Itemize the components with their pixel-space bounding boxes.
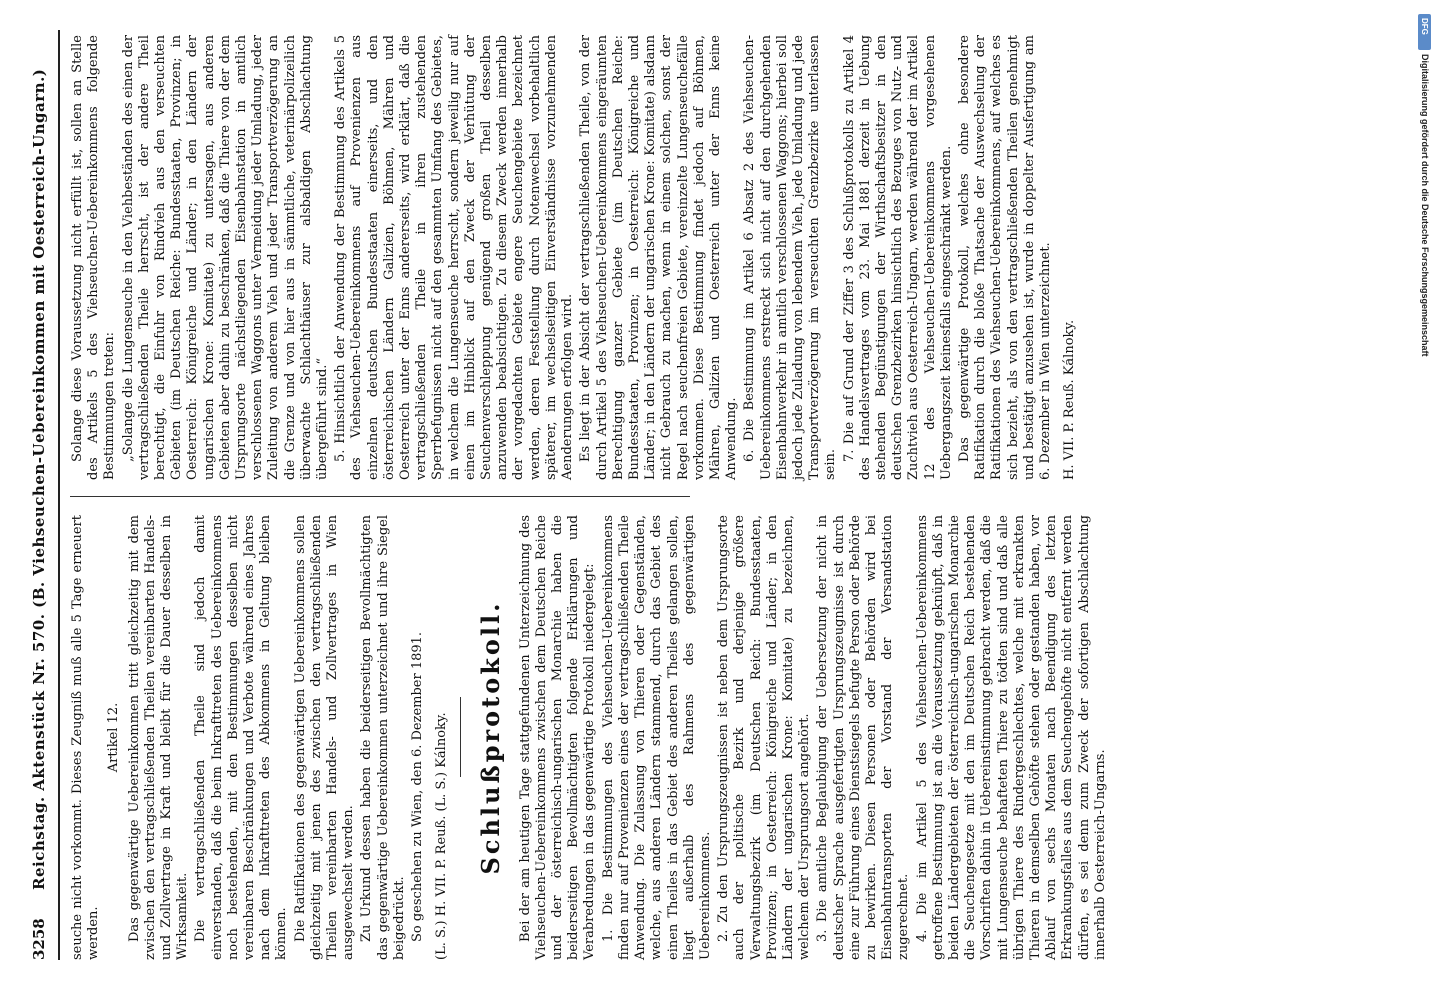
digitization-credit [1418,10,1432,990]
dfg-badge-text: DFG [1420,18,1429,35]
right-column [70,35,1086,480]
paragraph: Bei der am heutigen Tage stattgefundenen Unterzeichnung des Viehseuchen-Uebereinkommens zwischen dem Deutschen Reiche und der österreichisch-ungarischen Monarchie haben die beiderseitigen Bevollmächtigten folgende Erklärungen und Verabredungen in das gegenwärtige Protokoll niedergelegt: [517,515,598,960]
paragraph: Zu Urkund dessen haben die beiderseitigen Bevollmächtigten das gegenwärtige Uebereinkommen unterzeichnet und ihre Siegel beigedrückt. [359,515,407,960]
left-column [70,515,1111,960]
paragraph: 7. Die auf Grund der Ziffer 3 des Schlußprotokolls zu Artikel 4 des Handelsvertrages vom 23. Mai 1881 derzeit in Uebung stehenden Begünstigungen der Wirthschaftsbesitzer in den deutschen Grenzbezirken hinsichtlich des Bezuges von Nutz- und Zuchtvieh aus Oesterreich-Ungarn, werden während der im Artikel 12 des Viehseuchen-Uebereinkommens vorgesehenen Uebergangszeit keinesfalls eingeschränkt werden. [841,35,954,480]
running-title: Reichstag. Aktenstück Nr. 570. (B. Viehseuchen-Uebereinkommen mit Oesterreich-Ungarn.) [30,68,48,890]
paragraph: 5. Hinsichtlich der Anwendung der Bestimmung des Artikels 5 des Viehseuchen-Uebereinkommens auf Provenienzen aus einzelnen deutschen Bundesstaaten einerseits, und den österreichischen Ländern Galizien, Böhmen, Mähren und Oesterreich unter der Enns andererseits, wird erklärt, daß die vertragschließenden Theile in ihren zustehenden Sperrbefugnissen nicht auf den gesammten Umfang des Gebietes, in welchem die Lungenseuche herrscht, sondern jeweilig nur auf einen im Hinblick auf den Zweck der Verhütung der Seuchenverschleppung genügend großen Theil desselben anzuwenden beabsichtigen. Zu diesem Zweck werden innerhalb der vorgedachten Gebiete engere Seuchengebiete bezeichnet werden, deren Feststellung durch Notenwechsel vorbehaltlich späterer, im wechselseitigen Einverständnisse vorzunehmenden Aenderungen erfolgen wird. [333,35,576,480]
credit-text: Digitalisierung gefördert durch die Deutsche Forschungsgemeinschaft [1420,54,1430,357]
paragraph: Es liegt in der Absicht der vertragschließenden Theile, von der durch Artikel 5 des Viehseuchen-Uebereinkommens eingeräumten Berechtigung ganzer Gebiete (im Deutschen Reiche: Bundesstaaten, Provinzen; in Oesterreich: Königreiche und Länder; in den Ländern der ungarischen Krone: Komitate) alsdann nicht Gebrauch zu machen, wenn in einem solchen, sonst der Regel nach seuchenfreien Gebiete, vereinzelte Lungenseuchefälle vorkommen. Diese Bestimmung findet jedoch auf Böhmen, Mähren, Galizien und Oesterreich unter der Enns keine Anwendung. [578,35,740,480]
section-title: Schlußprotokoll. [476,600,506,875]
paragraph: Solange diese Voraussetzung nicht erfüllt ist, sollen an Stelle des Artikels 5 des Viehseuchen-Uebereinkommens folgende Bestimmungen treten: [70,35,118,480]
signature-line: H. VII. P. Reuß. Kálnoky. [1062,319,1078,480]
signature-line: (L. S.) H. VII. P. Reuß. (L. S.) Kálnoky. [434,712,450,960]
paragraph: 4. Die im Artikel 5 des Viehseuchen-Uebereinkommens getroffene Bestimmung ist an die Voraussetzung geknüpft, daß in beiden Ländergebieten der österreichisch-ungarischen Monarchie die Seuchengesetze mit den im Deutschen Reich bestehenden Vorschriften dahin in Uebereinstimmung gebracht werden, daß die mit Lungenseuche behafteten Thiere zu tödten sind und daß alle übrigen Thiere des Rindergeschlechtes, welche mit erkrankten Thieren in demselben Gehöfte stehen oder gestanden haben, vor Ablauf von sechs Monaten nach Beendigung des letzten Erkrankungsfalles aus dem Seuchengehöfte nicht entfernt werden dürfen, es sei denn zum Zweck der sofortigen Abschlachtung innerhalb Oesterreich-Ungarns. [914,515,1108,960]
paragraph: seuche nicht vorkommt. Dieses Zeugniß muß alle 5 Tage erneuert werden. [70,515,102,960]
article-heading: Artikel 12. [106,702,122,773]
paragraph: So geschehen zu Wien, den 6. Dezember 1891. [410,631,426,942]
paragraph: 3. Die amtliche Beglaubigung der Uebersetzung der nicht in deutscher Sprache ausgefertigten Ursprungszeugnisse ist durch eine zur Führung eines Dienstsiegels befugte Person oder Behörde zu bewirken. Diesen Personen oder Behörden wird bei Eisenbahntransporten der Vorstand der Versandstation zugerechnet. [815,515,912,960]
column-divider [70,496,690,497]
paragraph: Das gegenwärtige Protokoll, welches ohne besondere Ratifikation durch die bloße Thatsache der Auswechselung der Ratifikationen des Viehseuchen-Uebereinkommens, auf welches es sich bezieht, als von den vertragschließenden Theilen genehmigt und bestätigt anzusehen ist, wurde in doppelter Ausfertigung am 6. Dezember in Wien unterzeichnet. [956,35,1053,480]
quoted-paragraph: „Solange die Lungenseuche in den Viehbeständen des einen der vertragschließenden Theile herrscht, ist der andere Theil berechtigt, die Einfuhr von Rindvieh aus den verseuchten Gebieten (im Deutschen Reiche: Bundesstaaten, Provinzen; in Oesterreich: Königreiche und Länder; in den Ländern der ungarischen Krone: Komitate) zu untersagen, aus anderen Gebieten aber dahin zu beschränken, daß die Thiere von der dem Ursprungsorte nächstliegenden Eisenbahnstation in amtlich verschlossenen Waggons unter Vermeidung jeder Umladung, jeder Zuleitung von anderem Vieh und jeder Transportverzögerung an die Grenze und von hier aus in sämmtliche, veterinärpolizeilich überwachte Schlachthäuser zur alsbaldigen Abschlachtung übergeführt sind.“ [120,35,331,480]
paragraph: Das gegenwärtige Uebereinkommen tritt gleichzeitig mit dem zwischen den vertragschließenden Theilen vereinbarten Handels- und Zollvertrage in Kraft und bleibt für die Dauer desselben in Wirksamkeit. [126,515,191,960]
paragraph: 1. Die Bestimmungen des Viehseuchen-Uebereinkommens finden nur auf Provenienzen eines der vertragschließenden Theile Anwendung. Die Zulassung von Thieren oder Gegenständen, welche, aus anderen Ländern stammend, durch das Gebiet des einen Theiles in das Gebiet des anderen Theiles gelangen sollen, liegt außerhalb des Rahmens des gegenwärtigen Uebereinkommens. [600,515,713,960]
paragraph: Die vertragschließenden Theile sind jedoch damit einverstanden, daß die beim Inkrafttreten des Uebereinkommens noch bestehenden, mit den Bestimmungen desselben nicht vereinbaren Beschränkungen und Verbote während eines Jahres nach dem Inkrafttreten des Abkommens in Geltung bleiben können. [193,515,290,960]
page-number: 3258 [30,918,48,960]
header-rule [58,30,60,960]
paragraph: Die Ratifikationen des gegenwärtigen Uebereinkommens sollen gleichzeitig mit jenen des zwischen den vertragschließenden Theilen vereinbarten Handels- und Zollvertrages in Wien ausgewechselt werden. [292,515,357,960]
section-rule [460,698,461,778]
page-header [30,30,56,960]
paragraph: 6. Die Bestimmung im Artikel 6 Absatz 2 des Viehseuchen-Uebereinkommens erstreckt sich nicht auf den durchgehenden Eisenbahnverkehr in amtlich verschlossenen Waggons; hierbei soll jedoch jede Zuladung von lebendem Vieh, jede Umladung und jede Transportverzögerung im verseuchten Grenzbezirke unterlassen sein. [742,35,839,480]
paragraph: 2. Zu den Ursprungszeugnissen ist neben dem Ursprungsorte auch der politische Bezirk und derjenige größere Verwaltungsbezirk (im Deutschen Reich: Bundesstaaten, Provinzen; in Oesterreich: Königreiche und Länder; in den Ländern der ungarischen Krone: Komitate) zu bezeichnen, welchem der Ursprungsort angehört. [716,515,813,960]
